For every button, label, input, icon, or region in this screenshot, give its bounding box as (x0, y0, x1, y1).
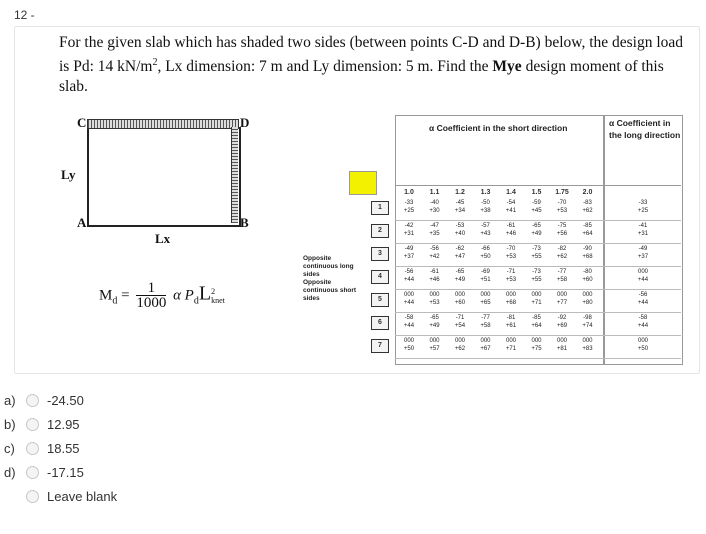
slab-rectangle (87, 127, 241, 227)
case-6-pos-1: +49 (429, 323, 440, 329)
case-3-divider (395, 266, 681, 267)
case-4-cell-3 (476, 268, 496, 284)
option-c[interactable] (4, 436, 117, 460)
case-7-neg-6: 000 (556, 338, 567, 344)
case-1-neg-3: -50 (481, 200, 490, 206)
case-4-neg-5: -73 (532, 269, 541, 275)
moment-formula (99, 281, 225, 311)
case-7-neg-2: 000 (454, 338, 465, 344)
case-6-pos-7: +74 (582, 323, 593, 329)
case-5-divider (395, 312, 681, 313)
case-5-neg-2: 000 (454, 292, 465, 298)
case-7-pos-7: +83 (582, 346, 593, 352)
case-4-neg-6: -77 (557, 269, 567, 275)
ratio-symbol-box (349, 171, 377, 195)
case-4-neg-7: -80 (583, 269, 592, 275)
option-a-label: -24.50 (47, 392, 84, 408)
case-7-pos-4: +71 (505, 346, 517, 352)
case-7-cell-2 (450, 337, 470, 353)
option-a-radio[interactable] (26, 394, 39, 407)
case-1-neg-2: -45 (455, 200, 465, 206)
case-5-cell-0 (399, 291, 419, 307)
case-2-cell-6 (552, 222, 572, 238)
case-7-neg-5: 000 (531, 338, 542, 344)
case-5-neg-5: 000 (531, 292, 542, 298)
case-2-cell-7 (578, 222, 598, 238)
case-4-neg-4: -71 (506, 269, 516, 275)
option-d-label: -17.15 (47, 464, 84, 480)
case-5-pos-5: +71 (531, 300, 542, 306)
question-card (14, 26, 700, 374)
case-3-pos-3: +50 (480, 254, 491, 260)
case-1-pos-5: +45 (531, 208, 542, 214)
case-2-neg-1: -47 (430, 223, 439, 229)
ratio-header-1: 1.1 (429, 189, 440, 196)
corner-d-label: D (240, 115, 250, 130)
case-5-pos-0: +44 (403, 300, 415, 306)
corner-c-label: C (77, 115, 87, 130)
case-5-pos-3: +65 (480, 300, 491, 306)
case-2-neg-7: -85 (583, 223, 592, 229)
case-1-neg-4: -54 (506, 200, 516, 206)
option-leave-blank-label: Leave blank (47, 488, 118, 504)
question-text-part2: , Lx dimension: 7 m and Ly dimension: 5 m. Find the (157, 58, 493, 76)
case-3-cell-1 (425, 245, 445, 261)
case-4-cell-5 (527, 268, 547, 284)
case-6-long-pos: +44 (637, 323, 649, 329)
option-a-letter: a) (4, 392, 16, 408)
case-3-cell-5 (527, 245, 547, 261)
case-1-long (633, 199, 653, 215)
case-7-cell-3 (476, 337, 496, 353)
case-6-pos-6: +69 (556, 323, 568, 329)
case-6-cell-7 (578, 314, 598, 330)
case-2-pos-3: +43 (480, 231, 491, 237)
case-1-pos-4: +41 (505, 208, 517, 214)
case-1-cell-3 (476, 199, 496, 215)
ratio-header-5: 1.5 (531, 189, 542, 196)
case-7-long-pos: +50 (637, 346, 649, 352)
answer-options (4, 388, 117, 508)
case-4-pos-0: +44 (403, 277, 415, 283)
case-7-neg-0: 000 (403, 338, 414, 344)
case-3-long (633, 245, 653, 261)
case-6-pos-3: +58 (480, 323, 491, 329)
case-1-pos-1: +30 (429, 208, 440, 214)
case-7-cell-4 (501, 337, 521, 353)
case-3-pos-1: +42 (429, 254, 440, 260)
case-3-long-neg: -49 (638, 246, 648, 252)
case-4-cell-6 (552, 268, 572, 284)
case-6-neg-4: -81 (506, 315, 516, 321)
case-3-cell-4 (501, 245, 521, 261)
case-7-neg-4: 000 (505, 338, 516, 344)
case-7-cell-7 (578, 337, 598, 353)
case-6-divider (395, 335, 681, 336)
case-3-cell-7 (578, 245, 598, 261)
case-5-long-neg: -56 (638, 292, 648, 298)
coefficient-table (299, 115, 684, 363)
case-5-pos-1: +53 (429, 300, 440, 306)
case-7-pos-6: +81 (556, 346, 568, 352)
case-3-neg-1: -56 (430, 246, 439, 252)
case-4-long-pos: +44 (637, 277, 649, 283)
case-4-box: 4 (371, 270, 389, 284)
case-3-pos-6: +62 (556, 254, 568, 260)
question-text-sup: 2 (152, 57, 158, 68)
case-1-cell-1 (425, 199, 445, 215)
case-5-neg-7: 000 (582, 292, 593, 298)
formula-fraction (136, 281, 166, 311)
case-2-box: 2 (371, 224, 389, 238)
case-4-divider (395, 289, 681, 290)
case-3-neg-4: -70 (506, 246, 516, 252)
case-3-cell-0 (399, 245, 419, 261)
case-3-pos-0: +37 (403, 254, 415, 260)
case-6-neg-7: -98 (583, 315, 592, 321)
case-3-neg-5: -73 (532, 246, 541, 252)
option-b-letter: b) (4, 416, 16, 432)
case-5-long (633, 291, 653, 307)
case-2-pos-5: +49 (531, 231, 542, 237)
option-d[interactable] (4, 460, 117, 484)
option-a[interactable] (4, 388, 117, 412)
case-5-neg-1: 000 (429, 292, 440, 298)
case-7-cell-6 (552, 337, 572, 353)
option-d-letter: d) (4, 464, 16, 480)
corner-a-label: A (77, 215, 87, 230)
case-7-long (633, 337, 653, 353)
case-6-cell-5 (527, 314, 547, 330)
case-4-pos-1: +46 (429, 277, 440, 283)
case-6-box: 6 (371, 316, 389, 330)
case-1-pos-0: +25 (403, 208, 415, 214)
case-5-neg-4: 000 (505, 292, 516, 298)
case-1-neg-6: -70 (557, 200, 567, 206)
case-3-neg-2: -62 (455, 246, 465, 252)
case-3-box: 3 (371, 247, 389, 261)
question-text (59, 33, 689, 97)
case-7-box: 7 (371, 339, 389, 353)
case-6-neg-6: -92 (557, 315, 567, 321)
header-short-direction: α Coefficient in the short direction (429, 123, 568, 133)
case-3-pos-2: +47 (454, 254, 466, 260)
case-1-divider (395, 220, 681, 221)
case-7-neg-3: 000 (480, 338, 491, 344)
formula-eq: = (121, 287, 130, 304)
option-c-label: 18.55 (47, 440, 80, 456)
case-7-cell-0 (399, 337, 419, 353)
case-7-cell-1 (425, 337, 445, 353)
ratio-header-3: 1.3 (480, 189, 491, 196)
slab-shaded-edge-db (231, 127, 238, 223)
case-2-neg-0: -42 (404, 223, 414, 229)
question-number: 12 - (14, 8, 35, 22)
case-2-cell-1 (425, 222, 445, 238)
case-4-neg-1: -61 (430, 269, 439, 275)
case-6-pos-5: +64 (531, 323, 542, 329)
case-5-pos-6: +77 (556, 300, 568, 306)
ly-label: Ly (61, 167, 76, 182)
case-6-neg-1: -65 (430, 315, 439, 321)
case-2-pos-4: +46 (505, 231, 517, 237)
case-4-long-neg: 000 (637, 269, 648, 275)
case-4-pos-5: +55 (531, 277, 542, 283)
note-short-sides: Opposite continuous short sides (303, 279, 357, 302)
case-3-long-pos: +37 (637, 254, 649, 260)
option-c-letter: c) (4, 440, 15, 456)
case-5-long-pos: +44 (637, 300, 649, 306)
case-4-pos-2: +49 (454, 277, 466, 283)
case-2-pos-2: +40 (454, 231, 466, 237)
case-6-pos-4: +61 (505, 323, 517, 329)
case-6-cell-1 (425, 314, 445, 330)
case-7-long-neg: 000 (637, 338, 648, 344)
case-6-neg-3: -77 (481, 315, 490, 321)
case-6-cell-6 (552, 314, 572, 330)
case-5-neg-6: 000 (556, 292, 567, 298)
case-3-neg-7: -90 (583, 246, 592, 252)
case-3-cell-2 (450, 245, 470, 261)
case-4-neg-0: -56 (404, 269, 414, 275)
case-2-long (633, 222, 653, 238)
case-4-pos-4: +53 (505, 277, 517, 283)
case-1-cell-0 (399, 199, 419, 215)
corner-b-label: B (240, 215, 249, 230)
case-1-pos-2: +34 (454, 208, 466, 214)
case-6-cell-0 (399, 314, 419, 330)
case-2-pos-1: +35 (429, 231, 440, 237)
case-2-neg-4: -61 (506, 223, 516, 229)
case-5-pos-7: +80 (582, 300, 593, 306)
case-1-long-pos: +25 (637, 208, 649, 214)
case-7-neg-1: 000 (429, 338, 440, 344)
formula-den: 1000 (136, 295, 167, 311)
case-4-pos-6: +58 (556, 277, 568, 283)
case-5-cell-1 (425, 291, 445, 307)
case-5-pos-2: +60 (454, 300, 466, 306)
ratio-header-6: 1.75 (555, 189, 569, 196)
question-text-part1: For the given slab which has shaded two sides (between points C-D and D-B) below, the design load is Pd: 14 kN/m (59, 34, 684, 76)
option-d-radio[interactable] (26, 466, 39, 479)
case-5-cell-5 (527, 291, 547, 307)
case-6-cell-3 (476, 314, 496, 330)
question-figure (59, 115, 689, 363)
option-c-radio[interactable] (26, 442, 39, 455)
case-7-neg-7: 000 (582, 338, 593, 344)
option-b-label: 12.95 (47, 416, 80, 432)
case-4-cell-7 (578, 268, 598, 284)
case-4-cell-0 (399, 268, 419, 284)
case-1-pos-6: +53 (556, 208, 568, 214)
case-2-cell-2 (450, 222, 470, 238)
case-6-long-neg: -58 (638, 315, 648, 321)
case-2-long-neg: -41 (638, 223, 648, 229)
ratio-header-0: 1.0 (404, 189, 414, 196)
case-5-box: 5 (371, 293, 389, 307)
case-2-neg-5: -65 (532, 223, 541, 229)
case-1-cell-4 (501, 199, 521, 215)
case-4-cell-1 (425, 268, 445, 284)
formula-rhs: α P (173, 287, 194, 304)
table-header-divider (395, 185, 681, 186)
case-5-cell-2 (450, 291, 470, 307)
case-2-cell-3 (476, 222, 496, 238)
case-6-neg-5: -85 (532, 315, 541, 321)
case-1-cell-5 (527, 199, 547, 215)
case-6-neg-2: -71 (455, 315, 465, 321)
case-1-neg-5: -59 (532, 200, 541, 206)
formula-l-sup: 2 (211, 287, 216, 296)
case-1-box: 1 (371, 201, 389, 215)
case-7-pos-0: +50 (403, 346, 415, 352)
case-6-neg-0: -58 (404, 315, 414, 321)
case-4-neg-3: -69 (481, 269, 490, 275)
question-text-part3: design moment of this slab. (59, 58, 664, 96)
case-2-long-pos: +31 (637, 231, 649, 237)
case-1-neg-7: -83 (583, 200, 592, 206)
formula-lhs-sub: d (112, 295, 118, 307)
case-2-neg-3: -57 (481, 223, 490, 229)
case-3-pos-4: +53 (505, 254, 517, 260)
case-6-pos-2: +54 (454, 323, 466, 329)
case-6-long (633, 314, 653, 330)
case-2-pos-7: +64 (582, 231, 593, 237)
case-3-neg-0: -49 (404, 246, 414, 252)
ratio-header-7: 2.0 (582, 189, 593, 196)
case-1-long-neg: -33 (638, 200, 648, 206)
case-1-pos-3: +38 (480, 208, 491, 214)
formula-rhs-sub: d (193, 295, 199, 307)
case-7-pos-3: +67 (480, 346, 491, 352)
question-text-bold: Mye (492, 58, 522, 76)
formula-lhs: M (99, 287, 113, 304)
case-1-cell-7 (578, 199, 598, 215)
case-4-pos-3: +51 (480, 277, 491, 283)
case-7-cell-5 (527, 337, 547, 353)
case-2-neg-2: -53 (455, 223, 465, 229)
case-7-divider (395, 358, 681, 359)
case-5-cell-7 (578, 291, 598, 307)
case-4-neg-2: -65 (455, 269, 465, 275)
case-5-neg-3: 000 (480, 292, 491, 298)
case-1-pos-7: +62 (582, 208, 593, 214)
case-1-neg-1: -40 (430, 200, 439, 206)
case-1-cell-2 (450, 199, 470, 215)
case-3-neg-3: -66 (481, 246, 490, 252)
case-7-pos-2: +62 (454, 346, 466, 352)
slab-shaded-edge-cd (87, 119, 239, 129)
case-2-pos-0: +31 (403, 231, 415, 237)
option-leave-blank[interactable] (4, 484, 117, 508)
case-3-pos-7: +68 (582, 254, 593, 260)
ratio-header-2: 1.2 (455, 189, 465, 196)
case-4-pos-7: +60 (582, 277, 593, 283)
case-5-cell-6 (552, 291, 572, 307)
formula-l: L (198, 282, 212, 305)
case-4-long (633, 268, 653, 284)
case-2-cell-0 (399, 222, 419, 238)
note-long-sides: Opposite continuous long sides (303, 255, 354, 278)
case-3-cell-3 (476, 245, 496, 261)
case-4-cell-2 (450, 268, 470, 284)
case-7-pos-5: +75 (531, 346, 542, 352)
formula-l-sub: knet (211, 296, 225, 305)
option-leave-blank-radio[interactable] (26, 490, 39, 503)
case-2-cell-5 (527, 222, 547, 238)
case-2-neg-6: -75 (557, 223, 567, 229)
case-6-cell-4 (501, 314, 521, 330)
case-2-pos-6: +56 (556, 231, 568, 237)
option-b[interactable] (4, 412, 117, 436)
ratio-header-4: 1.4 (506, 189, 516, 196)
case-3-cell-6 (552, 245, 572, 261)
case-2-divider (395, 243, 681, 244)
case-5-pos-4: +68 (505, 300, 517, 306)
formula-num: 1 (136, 281, 166, 296)
case-5-cell-4 (501, 291, 521, 307)
case-6-cell-2 (450, 314, 470, 330)
case-1-neg-0: -33 (404, 200, 414, 206)
header-long-direction: α Coefficient in the long direction (609, 118, 681, 140)
case-2-cell-4 (501, 222, 521, 238)
case-7-pos-1: +57 (429, 346, 440, 352)
option-b-radio[interactable] (26, 418, 39, 431)
case-4-cell-4 (501, 268, 521, 284)
case-5-cell-3 (476, 291, 496, 307)
case-6-pos-0: +44 (403, 323, 415, 329)
case-1-cell-6 (552, 199, 572, 215)
case-3-neg-6: -82 (557, 246, 567, 252)
case-5-neg-0: 000 (403, 292, 414, 298)
lx-label: Lx (155, 231, 171, 246)
case-3-pos-5: +55 (531, 254, 542, 260)
